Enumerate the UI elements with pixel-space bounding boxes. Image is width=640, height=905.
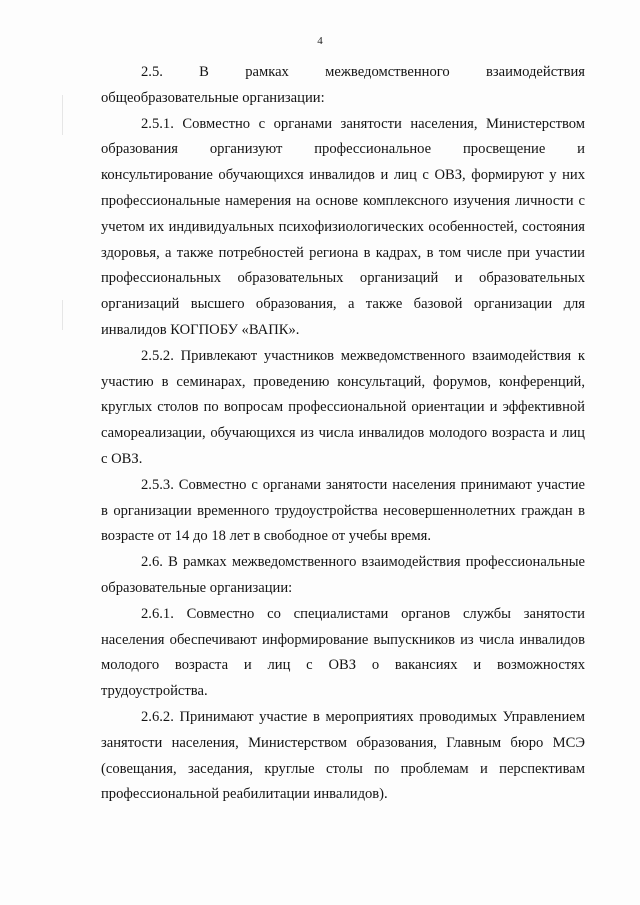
paragraph-2-5-2: 2.5.2. Привлекают участников межведомственного взаимодействия к участию в семинарах, проведению консультаций, форумов, конференций, круглых столов по вопросам профессиональной ориентации и эффективной самореализации, обучающихся из числа инвалидов молодого возраста и лиц с ОВЗ.: [101, 347, 585, 467]
paragraph-2-6-2: 2.6.2. Принимают участие в мероприятиях проводимых Управлением занятости населения, Министерством образования, Главным бюро МСЭ (совещания, заседания, круглые столы по проблемам и перспективам профессиональной реабилитации инвалидов).: [101, 708, 585, 803]
paragraph-2-5: 2.5. В рамках межведомственного взаимодействия общеобразовательные организации:: [101, 64, 585, 106]
scan-edge-mark: [62, 300, 63, 330]
paragraph-2-6: 2.6. В рамках межведомственного взаимодействия профессиональные образовательные организации:: [101, 554, 585, 596]
scan-edge-mark: [62, 95, 63, 135]
document-body: [101, 60, 585, 808]
paragraph-2-5-1: 2.5.1. Совместно с органами занятости населения, Министерством образования организуют профессиональное просвещение и консультирование обучающихся инвалидов и лиц с ОВЗ, формируют у них профессиональные намерения на основе комплексного изучения личности с учетом их индивидуальных психофизиологических особенностей, состояния здоровья, а также потребностей региона в кадрах, в том числе при участии профессиональных образовательных организаций и образовательных организаций высшего образования, а также базовой организации для инвалидов КОГПОБУ «ВАПК».: [101, 115, 585, 338]
paragraph-2-6-1: 2.6.1. Совместно со специалистами органов службы занятости населения обеспечивают информирование выпускников из числа инвалидов молодого возраста и лиц с ОВЗ о вакансиях и возможностях трудоустройства.: [101, 605, 585, 700]
paragraph-2-5-3: 2.5.3. Совместно с органами занятости населения принимают участие в организации временного трудоустройства несовершеннолетних граждан в возрасте от 14 до 18 лет в свободное от учебы время.: [101, 476, 585, 545]
page-number: 4: [317, 35, 323, 47]
